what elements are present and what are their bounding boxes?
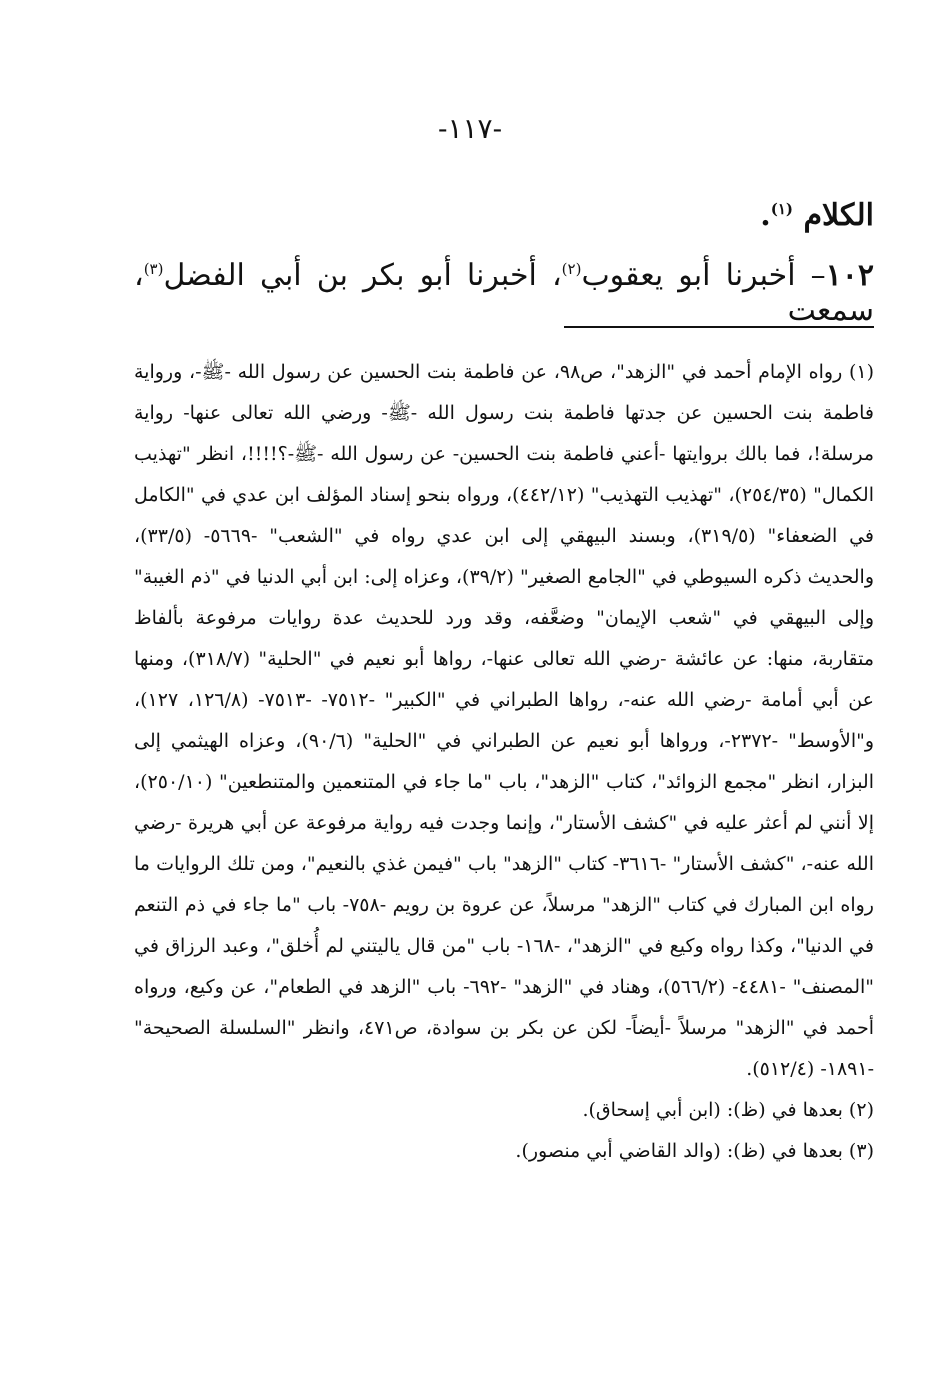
text-line-kalam xyxy=(134,198,874,233)
kalam-word: الكلام xyxy=(803,198,874,233)
hadith-text-part1: – أخبرنا أبو يعقوب xyxy=(581,258,826,293)
hadith-number: ١٠٢ xyxy=(825,258,874,293)
footnote-2: (٢) بعدها في (ظ): (ابن أبي إسحاق). xyxy=(582,1099,874,1121)
footnote-3: (٣) بعدها في (ظ): (والد القاضي أبي منصور). xyxy=(515,1140,874,1162)
page-number: -١١٧- xyxy=(437,112,503,145)
hadith-text-part2: ، أخبرنا أبو بكر بن أبي الفضل xyxy=(163,258,562,293)
footnote-ref-2: (٢) xyxy=(561,260,582,278)
footnote-ref-1: (١) xyxy=(770,200,794,218)
kalam-period: . xyxy=(760,198,771,233)
footnotes xyxy=(134,352,874,1172)
hadith-line-102 xyxy=(134,258,874,328)
footnote-divider xyxy=(564,326,874,328)
footnote-1: (١) رواه الإمام أحمد في "الزهد"، ص٩٨، عن فاطمة بنت الحسين عن رسول الله -ﷺ-، ورواية فاطمة بنت الحسين عن جدتها فاطمة بنت رسول الله -ﷺ- ورضي الله تعالى عنها- رواية مرسلة!، فما بالك بروايتها -أعني فاطمة بنت الحسين- عن رسول الله -ﷺ-؟!!!!، انظر "تهذيب الكمال" (٢٥٤/٣٥)، "تهذيب التهذيب" (٤٤٢/١٢)، ورواه بنحو إسناد المؤلف ابن عدي في "الكامل في الضعفاء" (٣١٩/٥)، وبسند البيهقي إلى ابن عدي رواه في "الشعب" -٥٦٦٩- (٣٣/٥)، والحديث ذكره السيوطي في "الجامع الصغير" (٣٩/٢)، وعزاه إلى: ابن أبي الدنيا في "ذم الغيبة" وإلى البيهقي في "شعب الإيمان" وضعَّفه، وقد ورد للحديث عدة روايات مرفوعة بألفاظ متقاربة، منها: عن عائشة -رضي الله تعالى عنها-، رواها أبو نعيم في "الحلية" (٣١٨/٧)، ومنها عن أبي أمامة -رضي الله عنه-، رواها الطبراني في "الكبير" -٧٥١٢- -٧٥١٣- (١٢٦/٨، ١٢٧)، و"الأوسط" -٢٣٧٢-، ورواها أبو نعيم عن الطبراني في "الحلية" (٩٠/٦)، وعزاه الهيثمي إلى البزار، انظر "مجمع الزوائد"، كتاب "الزهد"، باب "ما جاء في المتنعمين والمتنطعين" (٢٥٠/١٠)، إلا أنني لم أعثر عليه في "كشف الأستار"، وإنما وجدت فيه رواية مرفوعة عن أبي هريرة -رضي الله عنه-، "كشف الأستار" -٣٦١٦- كتاب "الزهد" باب "فيمن غذي بالنعيم"، ومن تلك الروايات ما رواه ابن المبارك في كتاب "الزهد" مرسلاً، عن عروة بن رويم -٧٥٨- باب "ما جاء في ذم التنعم في الدنيا"، وكذا رواه وكيع في "الزهد"، -١٦٨- باب "من قال ياليتني لم أُخلق"، وعبد الرزاق في "المصنف" -٤٤٨١- (٥٦٦/٢)، وهناد في "الزهد" -٦٩٢- باب "الزهد في الطعام"، عن وكيع، ورواه أحمد في "الزهد" مرسلاً -أيضاً- لكن عن بكر بن سوادة، ص٤٧١، وانظر "السلسلة الصحيحة" -١٨٩١- (٥١٢/٤). xyxy=(134,361,875,1080)
footnote-ref-3: (٣) xyxy=(143,260,164,278)
hadith-text-part3: ، سمعت xyxy=(134,258,874,328)
